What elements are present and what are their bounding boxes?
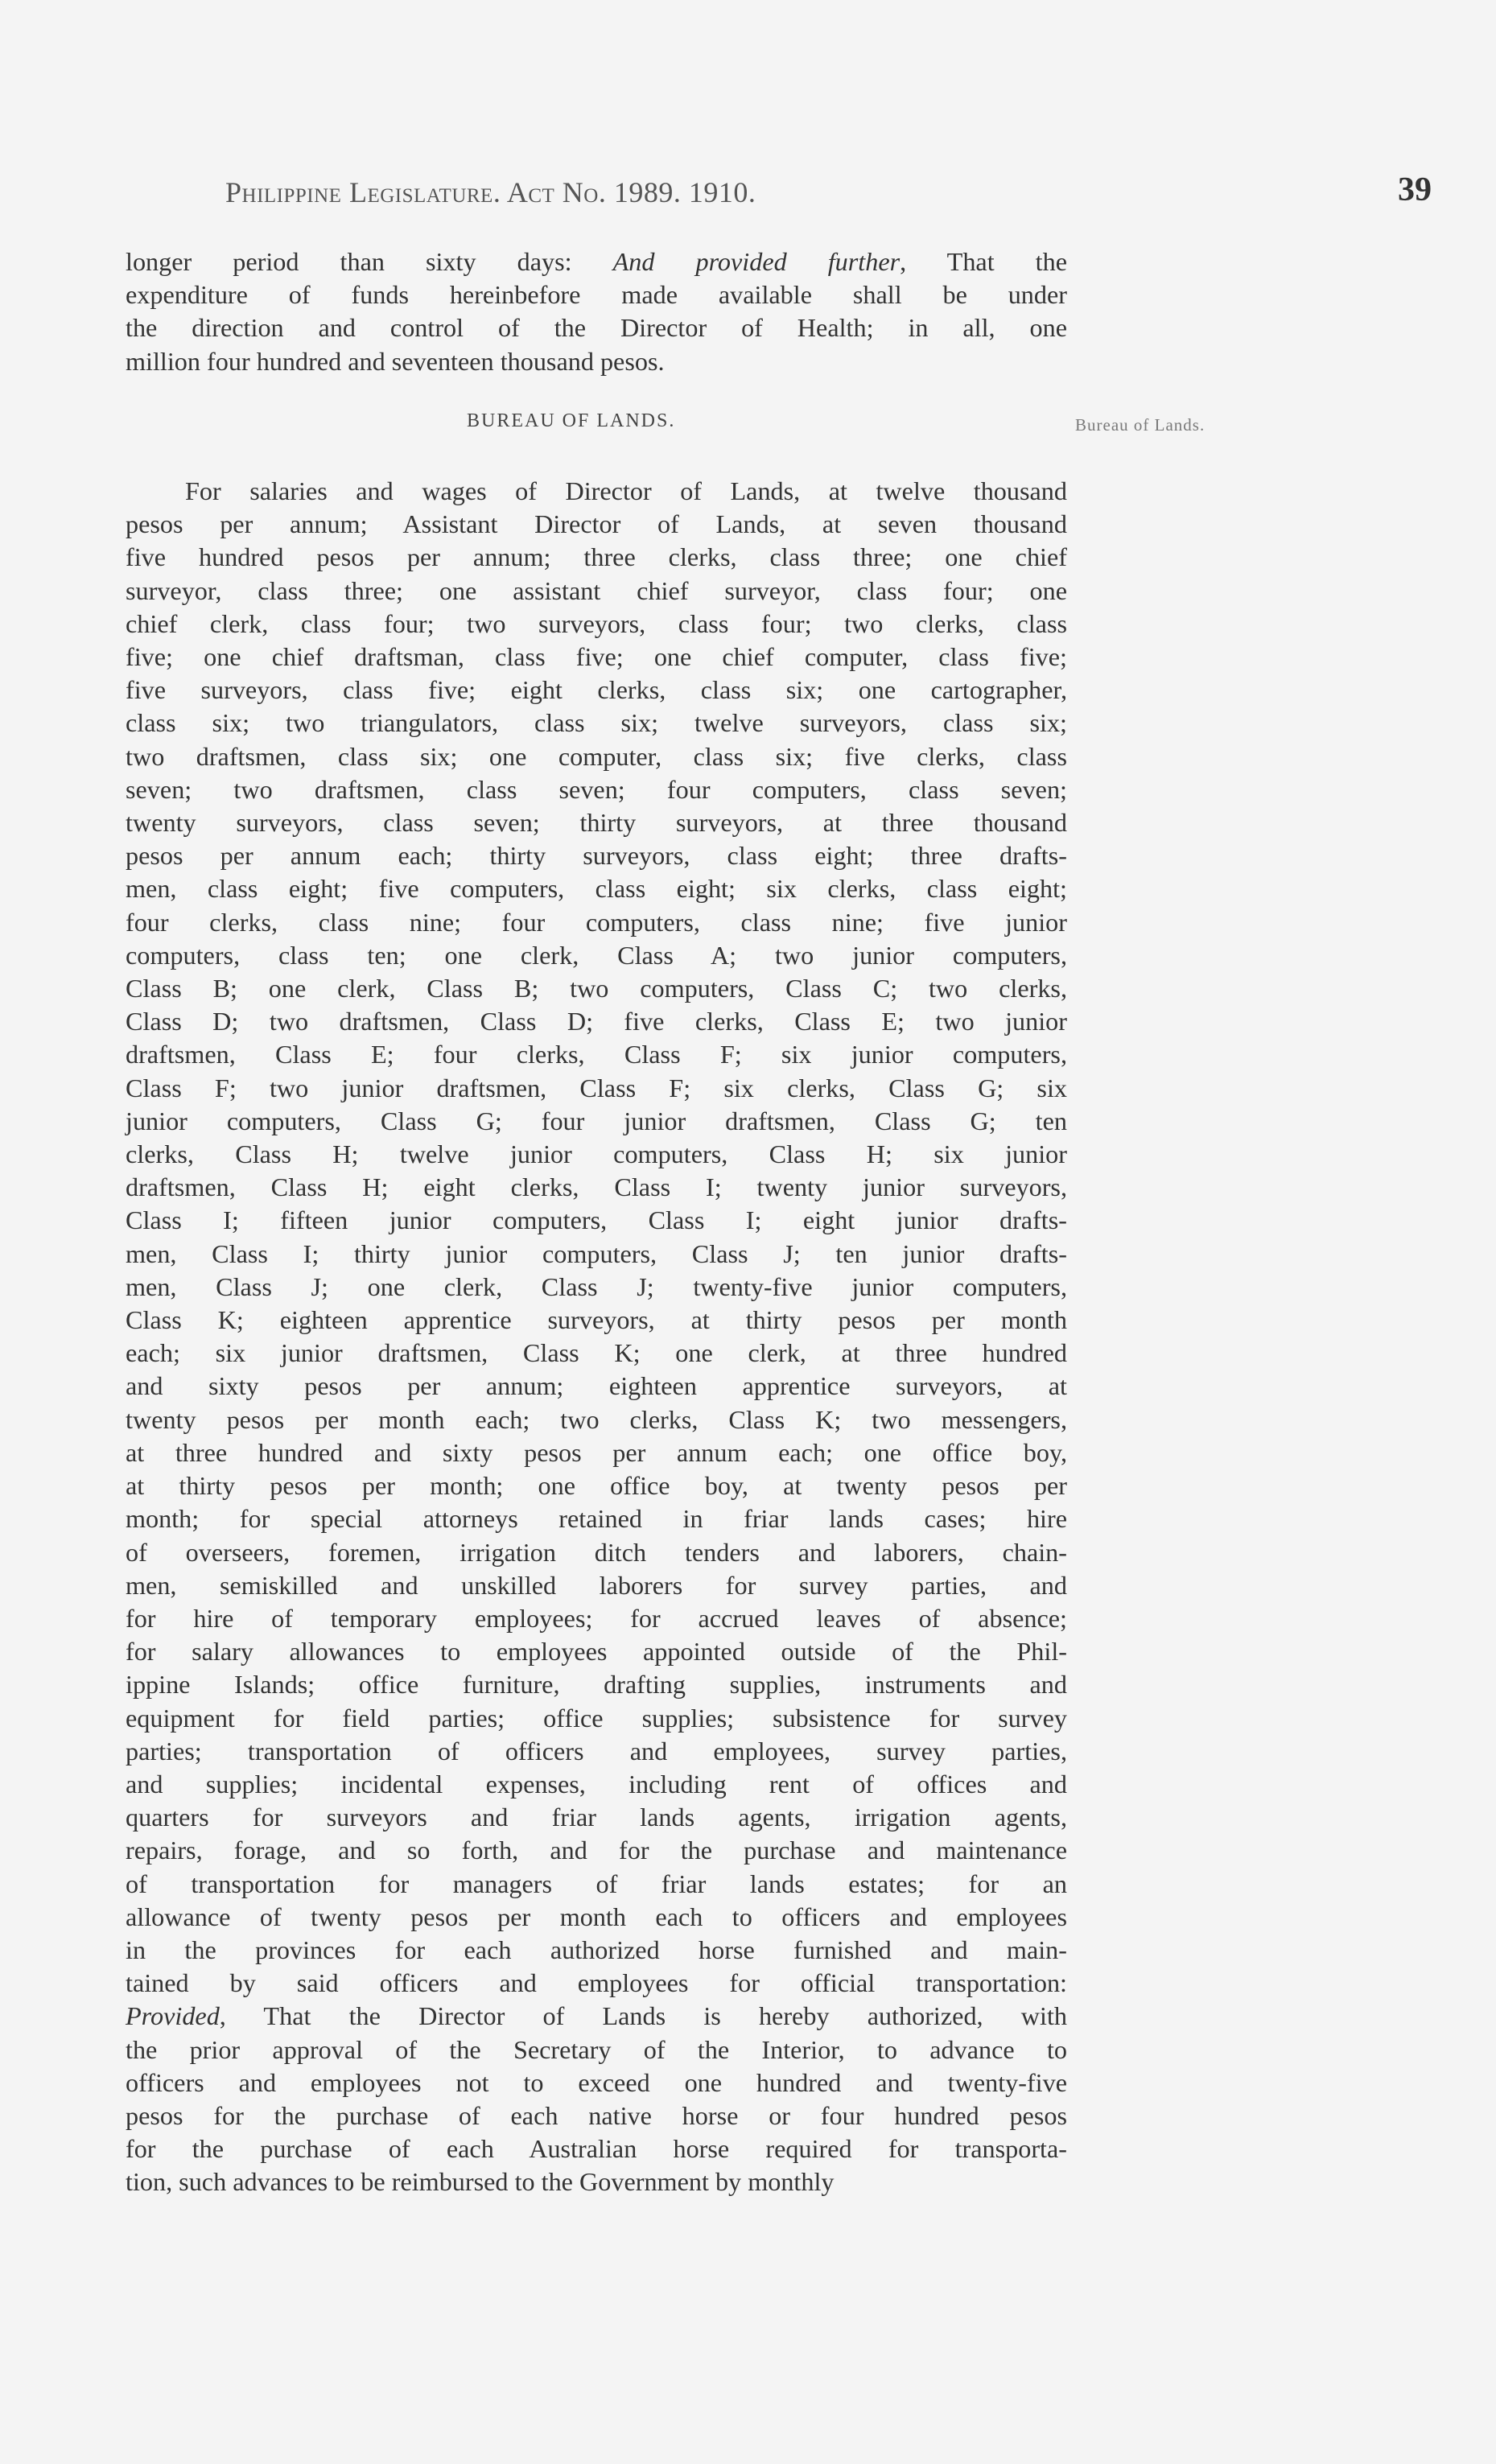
text-line: draftsmen, Class E; four clerks, Class F; six junior computers, bbox=[126, 1040, 1067, 1069]
section-heading: BUREAU OF LANDS. bbox=[467, 410, 676, 431]
text-line: Provided, That the Director of Lands is hereby authorized, with bbox=[126, 2001, 1067, 2031]
running-title: Philippine Legislature. Act No. 1989. 1910. bbox=[225, 176, 756, 208]
text-line: the direction and control of the Director of Health; in all, one bbox=[126, 313, 1067, 343]
text-line: Class I; fifteen junior computers, Class I; eight junior drafts- bbox=[126, 1205, 1067, 1235]
text-line: men, class eight; five computers, class eight; six clerks, class eight; bbox=[126, 874, 1067, 904]
text-line: parties; transportation of officers and employees, survey parties, bbox=[126, 1736, 1067, 1766]
text-line: and supplies; incidental expenses, including rent of offices and bbox=[126, 1769, 1067, 1799]
text-line: five; one chief draftsman, class five; one chief computer, class five; bbox=[126, 642, 1067, 672]
text-line: seven; two draftsmen, class seven; four computers, class seven; bbox=[126, 774, 1067, 804]
text-line: clerks, Class H; twelve junior computers, Class H; six junior bbox=[126, 1139, 1067, 1169]
text-line: men, Class I; thirty junior computers, Class J; ten junior drafts- bbox=[126, 1238, 1067, 1268]
text-line: For salaries and wages of Director of Lands, at twelve thousand bbox=[185, 476, 1067, 505]
text-line: twenty pesos per month each; two clerks, Class K; two messengers, bbox=[126, 1404, 1067, 1434]
text-line: men, Class J; one clerk, Class J; twenty-five junior computers, bbox=[126, 1271, 1067, 1301]
running-head bbox=[0, 171, 1496, 224]
text-line: five surveyors, class five; eight clerks, class six; one cartographer, bbox=[126, 675, 1067, 705]
text-line: expenditure of funds hereinbefore made available shall be under bbox=[126, 280, 1067, 310]
text-line: ippine Islands; office furniture, drafting supplies, instruments and bbox=[126, 1670, 1067, 1700]
text-line: tion, such advances to be reimbursed to the Government by monthly bbox=[126, 2167, 835, 2197]
text-line: the prior approval of the Secretary of the Interior, to advance to bbox=[126, 2034, 1067, 2064]
text-line: at three hundred and sixty pesos per annum each; one office boy, bbox=[126, 1437, 1067, 1467]
text-line: at thirty pesos per month; one office boy, at twenty pesos per bbox=[126, 1471, 1067, 1501]
text-line: twenty surveyors, class seven; thirty surveyors, at three thousand bbox=[126, 808, 1067, 838]
text-line: and sixty pesos per annum; eighteen apprentice surveyors, at bbox=[126, 1371, 1067, 1401]
text-line: five hundred pesos per annum; three clerks, class three; one chief bbox=[126, 542, 1067, 572]
text-line: Class D; two draftsmen, Class D; five clerks, Class E; two junior bbox=[126, 1007, 1067, 1036]
text-line: longer period than sixty days: And provided further, That the bbox=[126, 247, 1067, 276]
paragraph-continuation bbox=[126, 245, 1067, 378]
text-line: of transportation for managers of friar lands estates; for an bbox=[126, 1869, 1067, 1898]
text-line: in the provinces for each authorized horse furnished and main- bbox=[126, 1935, 1067, 1964]
text-line: million four hundred and seventeen thousand pesos. bbox=[126, 346, 665, 376]
text-line: for hire of temporary employees; for accrued leaves of absence; bbox=[126, 1603, 1067, 1633]
text-line: tained by said officers and employees for official transportation: bbox=[126, 1968, 1067, 1998]
text-line: surveyor, class three; one assistant chief surveyor, class four; one bbox=[126, 575, 1067, 605]
text-line: draftsmen, Class H; eight clerks, Class I; twenty junior surveyors, bbox=[126, 1172, 1067, 1202]
text-line: Class B; one clerk, Class B; two computers, Class C; two clerks, bbox=[126, 974, 1067, 1003]
text-line: month; for special attorneys retained in friar lands cases; hire bbox=[126, 1504, 1067, 1534]
text-line: men, semiskilled and unskilled laborers for survey parties, and bbox=[126, 1570, 1067, 1600]
text-line: two draftsmen, class six; one computer, class six; five clerks, class bbox=[126, 741, 1067, 771]
margin-note: Bureau of Lands. bbox=[1075, 415, 1205, 435]
text-line: of overseers, foremen, irrigation ditch tenders and laborers, chain- bbox=[126, 1537, 1067, 1567]
text-line: equipment for field parties; office supplies; subsistence for survey bbox=[126, 1703, 1067, 1733]
text-line: junior computers, Class G; four junior draftsmen, Class G; ten bbox=[126, 1106, 1067, 1135]
paragraph-bureau-of-lands bbox=[126, 475, 1067, 2199]
text-line: each; six junior draftsmen, Class K; one clerk, at three hundred bbox=[126, 1338, 1067, 1368]
text-line: Class K; eighteen apprentice surveyors, at thirty pesos per month bbox=[126, 1305, 1067, 1335]
text-line: pesos per annum each; thirty surveyors, class eight; three drafts- bbox=[126, 841, 1067, 871]
text-line: pesos for the purchase of each native horse or four hundred pesos bbox=[126, 2100, 1067, 2130]
text-line: pesos per annum; Assistant Director of Lands, at seven thousand bbox=[126, 509, 1067, 539]
text-line: for salary allowances to employees appointed outside of the Phil- bbox=[126, 1637, 1067, 1667]
text-line: quarters for surveyors and friar lands agents, irrigation agents, bbox=[126, 1803, 1067, 1832]
text-line: Class F; two junior draftsmen, Class F; six clerks, Class G; six bbox=[126, 1073, 1067, 1102]
text-line: allowance of twenty pesos per month each to officers and employees bbox=[126, 1902, 1067, 1931]
text-line: repairs, forage, and so forth, and for the purchase and maintenance bbox=[126, 1836, 1067, 1865]
text-line: for the purchase of each Australian horse required for transporta- bbox=[126, 2134, 1067, 2164]
text-line: chief clerk, class four; two surveyors, class four; two clerks, class bbox=[126, 608, 1067, 638]
page-number: 39 bbox=[1398, 171, 1432, 208]
text-line: four clerks, class nine; four computers, class nine; five junior bbox=[126, 907, 1067, 937]
text-line: officers and employees not to exceed one hundred and twenty-five bbox=[126, 2067, 1067, 2097]
text-line: computers, class ten; one clerk, Class A; two junior computers, bbox=[126, 940, 1067, 970]
text-line: class six; two triangulators, class six; twelve surveyors, class six; bbox=[126, 708, 1067, 738]
